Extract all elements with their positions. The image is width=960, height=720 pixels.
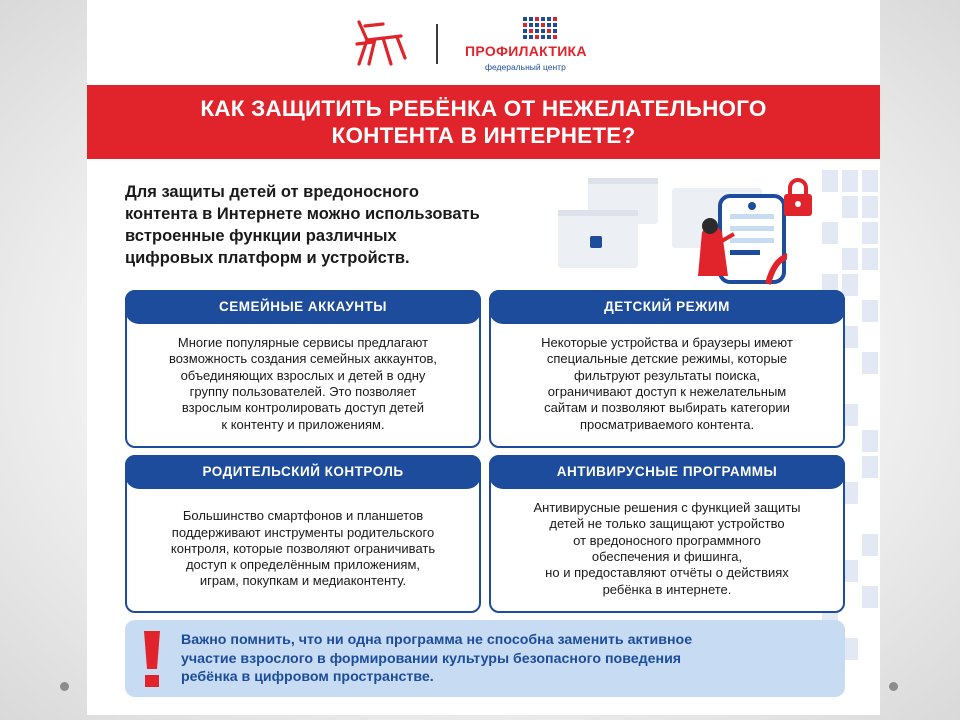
lock-icon [781,176,815,223]
card-parental-control [125,455,481,613]
card-line: просматриваемого контента. [579,416,755,432]
card-line: возможность создания семейных аккаунтов, [168,351,438,367]
slide-dot-left [60,682,69,691]
card-line: сайтам и позволяют выбирать категории [544,400,790,416]
card-line: но и предоставляют отчёты о действиях [545,565,789,581]
card-line: ребёнка в интернете. [602,581,732,597]
card-line: играм, покупкам и медиаконтенту. [199,573,407,589]
page-title [87,85,880,149]
intro-line: Для защиты детей от вредоносного [125,183,419,201]
title-line-1: КАК ЗАЩИТИТЬ РЕБЁНКА ОТ НЕЖЕЛАТЕЛЬНОГО [200,96,767,121]
title-band [87,85,880,159]
card-line: доступ к определённым приложениям, [185,557,421,573]
title-line-2: КОНТЕНТА В ИНТЕРНЕТЕ? [331,123,636,148]
card-line: группу пользователей. Это позволяет [189,384,417,399]
card-line: контроля, которые позволяют ограничивать [170,540,436,556]
slide-dot-right [889,682,898,691]
intro-line: контента в Интернете можно использовать [125,205,480,223]
card-line: объединяющих взрослых и детей в одну [180,367,426,383]
notice-line: Важно помнить, что ни одна программа не способна заменить активное [181,632,693,648]
card-title: СЕМЕЙНЫЕ АККАУНТЫ [125,290,481,324]
card-title: ДЕТСКИЙ РЕЖИМ [489,290,845,324]
card-line: Большинство смартфонов и планшетов [182,508,424,524]
card-line: детей не только защищают устройство [549,516,785,532]
notice-text [181,631,811,687]
notice-line: участие взрослого в формировании культуры безопасного поведения [181,650,682,667]
card-text [499,326,835,442]
card-title: АНТИВИРУСНЫЕ ПРОГРАММЫ [489,455,845,489]
card-line: взрослым контролировать доступ детей [181,400,425,416]
intro-line: встроенные функции различных [125,227,397,245]
exclamation-icon [141,629,163,689]
card-line: специальные детские режимы, которые [546,351,788,367]
logo-subtitle: федеральный центр [485,62,566,72]
logo-chair-icon [353,18,413,73]
card-line: ограничивают доступ к нежелательным [547,384,787,399]
logo-title: ПРОФИЛАКТИКА [465,43,587,59]
notice-line: ребёнка в цифровом пространстве. [181,669,434,685]
card-title: РОДИТЕЛЬСКИЙ КОНТРОЛЬ [125,455,481,489]
card-antivirus [489,455,845,613]
card-line: Многие популярные сервисы предлагают [177,335,429,351]
phone-illustration-icon [552,170,787,295]
card-text [499,491,835,607]
card-line: к контенту и приложениям. [221,416,385,432]
card-line: поддерживают инструменты родительского [171,524,435,540]
important-notice [125,620,845,697]
card-kids-mode [489,290,845,448]
infographic-page [87,0,880,715]
card-line: фильтруют результаты поиска, [574,367,760,383]
card-line: обеспечения и фишинга, [591,549,743,564]
card-line: от вредоносного программного [573,532,761,548]
card-line: Некоторые устройства и браузеры имеют [541,335,793,351]
card-text [135,326,471,442]
intro-text [125,181,565,269]
card-text [135,491,471,607]
card-line: Антивирусные решения с функцией защиты [533,500,801,516]
card-family-accounts [125,290,481,448]
intro-line: цифровых платформ и устройств. [125,249,410,267]
logo-divider [436,24,438,64]
